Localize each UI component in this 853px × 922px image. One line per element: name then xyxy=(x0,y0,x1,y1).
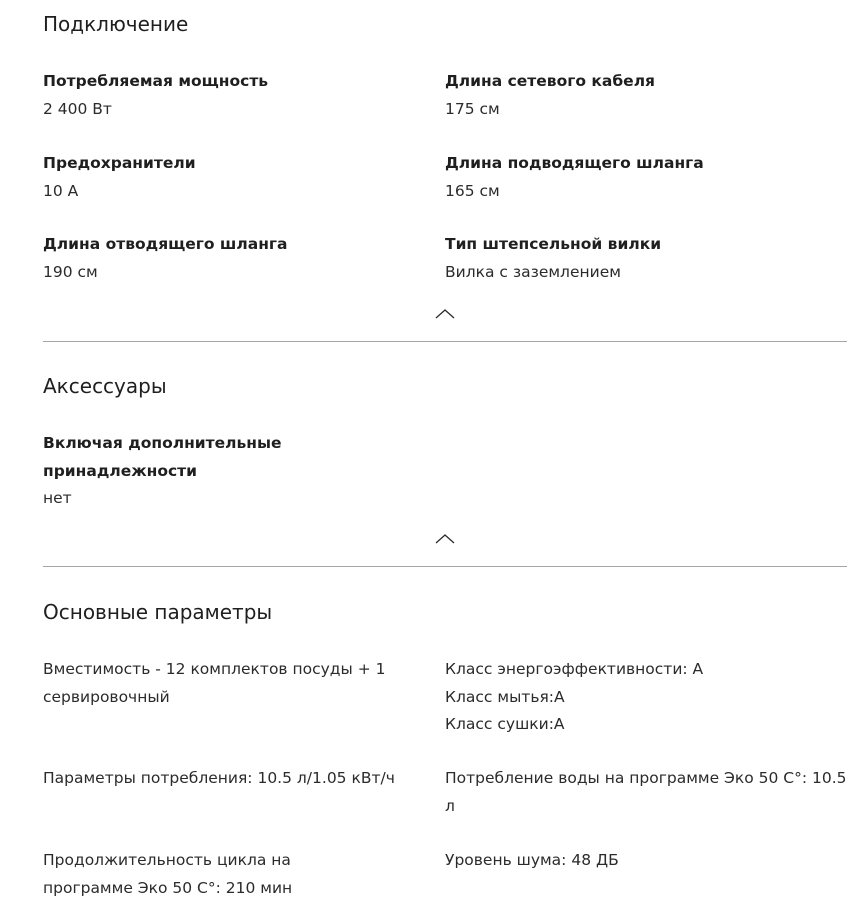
param-energy-class: Класс энергоэффективности: A xyxy=(445,660,704,678)
spec-value: 175 см xyxy=(445,99,500,118)
collapse-connection-button[interactable] xyxy=(434,307,456,321)
spec-value: нет xyxy=(43,489,72,507)
spec-value: 10 А xyxy=(43,181,79,200)
param-drying-class: Класс сушки:A xyxy=(445,715,565,733)
spec-inlet-hose-length xyxy=(445,150,815,205)
chevron-up-icon xyxy=(434,307,456,321)
spec-plug-type xyxy=(445,231,815,286)
spec-value: 2 400 Вт xyxy=(43,99,112,118)
spec-fuses xyxy=(43,150,413,205)
collapse-accessories-button[interactable] xyxy=(434,532,456,546)
param-capacity: Вместимость - 12 комплектов посуды + 1 сервировочный xyxy=(43,660,386,706)
spec-included-accessories xyxy=(43,430,343,513)
param-cycle-duration-eco: Продолжительность цикла на программе Эко 50 С°: 210 мин xyxy=(43,851,293,897)
chevron-up-icon xyxy=(434,532,456,546)
spec-label: Длина сетевого кабеля xyxy=(445,72,655,90)
section-title-accessories: Аксессуары xyxy=(43,374,167,398)
section-divider xyxy=(43,566,847,567)
param-water-consumption-eco: Потребление воды на программе Эко 50 С°: 10.5 л xyxy=(445,769,847,815)
spec-label: Длина подводящего шланга xyxy=(445,154,704,172)
section-divider xyxy=(43,341,847,342)
spec-label: Потребляемая мощность xyxy=(43,72,269,90)
spec-value: 165 см xyxy=(445,181,500,200)
param-cleaning-class: Класс мытья:A xyxy=(445,687,565,706)
spec-label: Включая дополнительные принадлежности xyxy=(43,434,282,480)
param-noise-level: Уровень шума: 48 ДБ xyxy=(445,851,619,869)
param-classes xyxy=(445,656,845,739)
spec-label: Предохранители xyxy=(43,154,196,172)
spec-label: Длина отводящего шланга xyxy=(43,235,288,253)
spec-power-consumption xyxy=(43,68,413,123)
param-consumption: Параметры потребления: 10.5 л/1.05 кВт/ч xyxy=(43,769,395,787)
section-title-main-params: Основные параметры xyxy=(43,600,273,624)
spec-power-cable-length xyxy=(445,68,815,123)
spec-drain-hose-length xyxy=(43,231,413,286)
spec-label: Тип штепсельной вилки xyxy=(445,235,662,253)
section-title-connection: Подключение xyxy=(43,12,189,36)
spec-value: Вилка с заземлением xyxy=(445,262,621,281)
spec-value: 190 см xyxy=(43,262,98,281)
